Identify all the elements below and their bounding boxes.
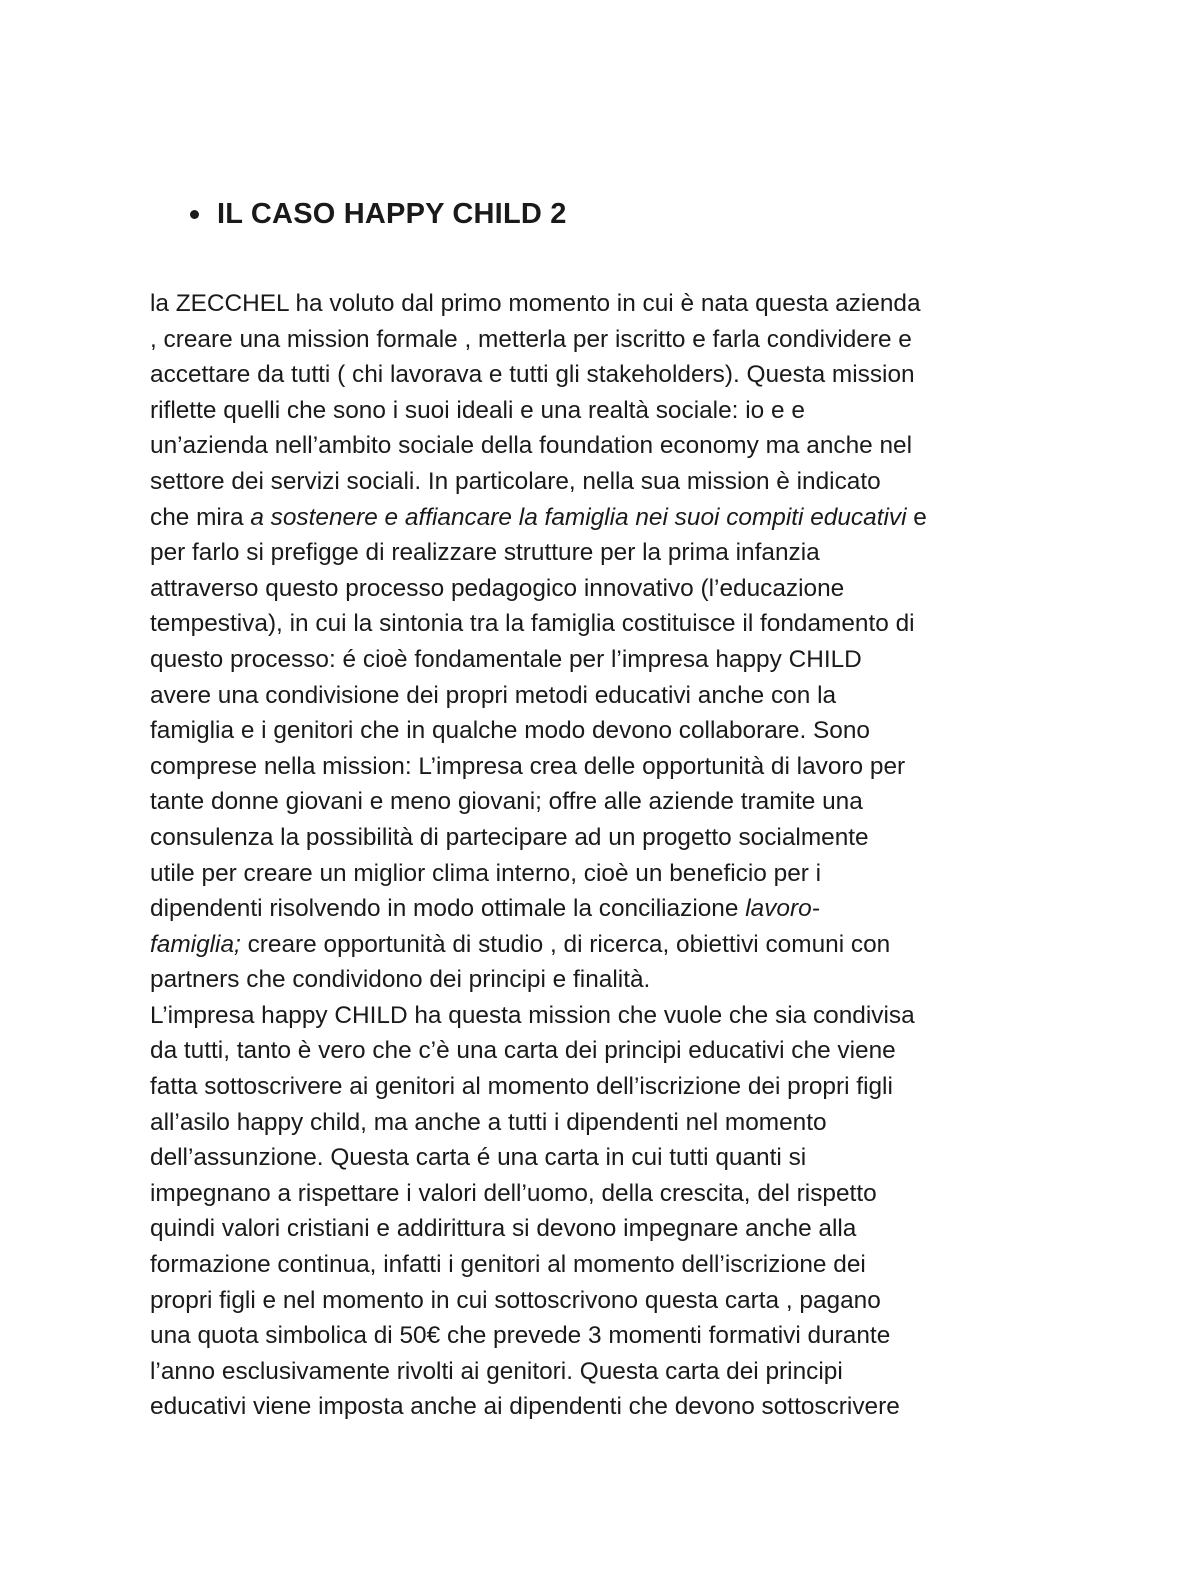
text-line: quindi valori cristiani e addirittura si devono impegnare anche alla bbox=[150, 1215, 857, 1243]
text-line: l’anno esclusivamente rivolti ai genitori. Questa carta dei principi bbox=[150, 1357, 843, 1385]
text-line bbox=[150, 891, 1055, 927]
text-line: tante donne giovani e meno giovani; offre alle aziende tramite una bbox=[150, 788, 863, 816]
text-line bbox=[150, 927, 1055, 963]
text-line: accettare da tutti ( chi lavorava e tutti gli stakeholders). Questa mission bbox=[150, 361, 915, 389]
body-text bbox=[150, 286, 1055, 1425]
text-line: utile per creare un miglior clima interno, cioè un beneficio per i bbox=[150, 859, 822, 887]
text-line: per farlo si prefigge di realizzare strutture per la prima infanzia bbox=[150, 539, 820, 567]
text-line: all’asilo happy child, ma anche a tutti i dipendenti nel momento bbox=[150, 1108, 827, 1136]
bullet-icon bbox=[190, 210, 199, 219]
page-title: IL CASO HAPPY CHILD 2 bbox=[217, 198, 567, 230]
text-line: settore dei servizi sociali. In particolare, nella sua mission è indicato bbox=[150, 467, 881, 495]
text-line: impegnano a rispettare i valori dell’uomo, della crescita, del rispetto bbox=[150, 1179, 877, 1207]
text-line: un’azienda nell’ambito sociale della foundation economy ma anche nel bbox=[150, 432, 913, 460]
text-segment: e bbox=[906, 503, 927, 531]
text-line: tempestiva), in cui la sintonia tra la famiglia costituisce il fondamento di bbox=[150, 610, 915, 638]
text-line: dell’assunzione. Questa carta é una carta in cui tutti quanti si bbox=[150, 1144, 807, 1172]
text-line: educativi viene imposta anche ai dipendenti che devono sottoscrivere bbox=[150, 1393, 900, 1421]
text-segment: dipendenti risolvendo in modo ottimale la conciliazione bbox=[150, 895, 746, 923]
text-segment: che mira bbox=[150, 503, 251, 531]
text-line: da tutti, tanto è vero che c’è una carta dei principi educativi che viene bbox=[150, 1037, 896, 1065]
text-line: la ZECCHEL ha voluto dal primo momento in cui è nata questa azienda bbox=[150, 290, 921, 317]
text-line: L’impresa happy CHILD ha questa mission che vuole che sia condivisa bbox=[150, 1001, 915, 1029]
italic-text: a sostenere e affiancare la famiglia nei suoi compiti educativi bbox=[250, 503, 907, 531]
text-line: questo processo: é cioè fondamentale per l’impresa happy CHILD bbox=[150, 645, 862, 673]
text-line: partners che condividono dei principi e finalità. bbox=[150, 966, 651, 994]
text-line: fatta sottoscrivere ai genitori al momento dell’iscrizione dei propri figli bbox=[150, 1073, 893, 1101]
text-line: , creare una mission formale , metterla per iscritto e farla condividere e bbox=[150, 325, 912, 353]
text-line: consulenza la possibilità di partecipare ad un progetto socialmente bbox=[150, 823, 869, 851]
text-line: formazione continua, infatti i genitori al momento dell’iscrizione dei bbox=[150, 1251, 866, 1279]
text-line: attraverso questo processo pedagogico innovativo (l’educazione bbox=[150, 574, 845, 602]
italic-text: lavoro- bbox=[745, 895, 820, 923]
text-line: una quota simbolica di 50€ che prevede 3 momenti formativi durante bbox=[150, 1322, 891, 1350]
heading-row bbox=[190, 198, 567, 231]
text-line: riflette quelli che sono i suoi ideali e una realtà sociale: io e e bbox=[150, 396, 805, 424]
text-line: comprese nella mission: L’impresa crea delle opportunità di lavoro per bbox=[150, 752, 906, 780]
text-line bbox=[150, 500, 1055, 536]
italic-text: famiglia; bbox=[150, 930, 241, 958]
text-line: propri figli e nel momento in cui sottoscrivono questa carta , pagano bbox=[150, 1286, 881, 1314]
text-line: famiglia e i genitori che in qualche modo devono collaborare. Sono bbox=[150, 717, 870, 745]
text-segment: creare opportunità di studio , di ricerca, obiettivi comuni con bbox=[240, 930, 891, 958]
text-line: avere una condivisione dei propri metodi educativi anche con la bbox=[150, 681, 837, 709]
